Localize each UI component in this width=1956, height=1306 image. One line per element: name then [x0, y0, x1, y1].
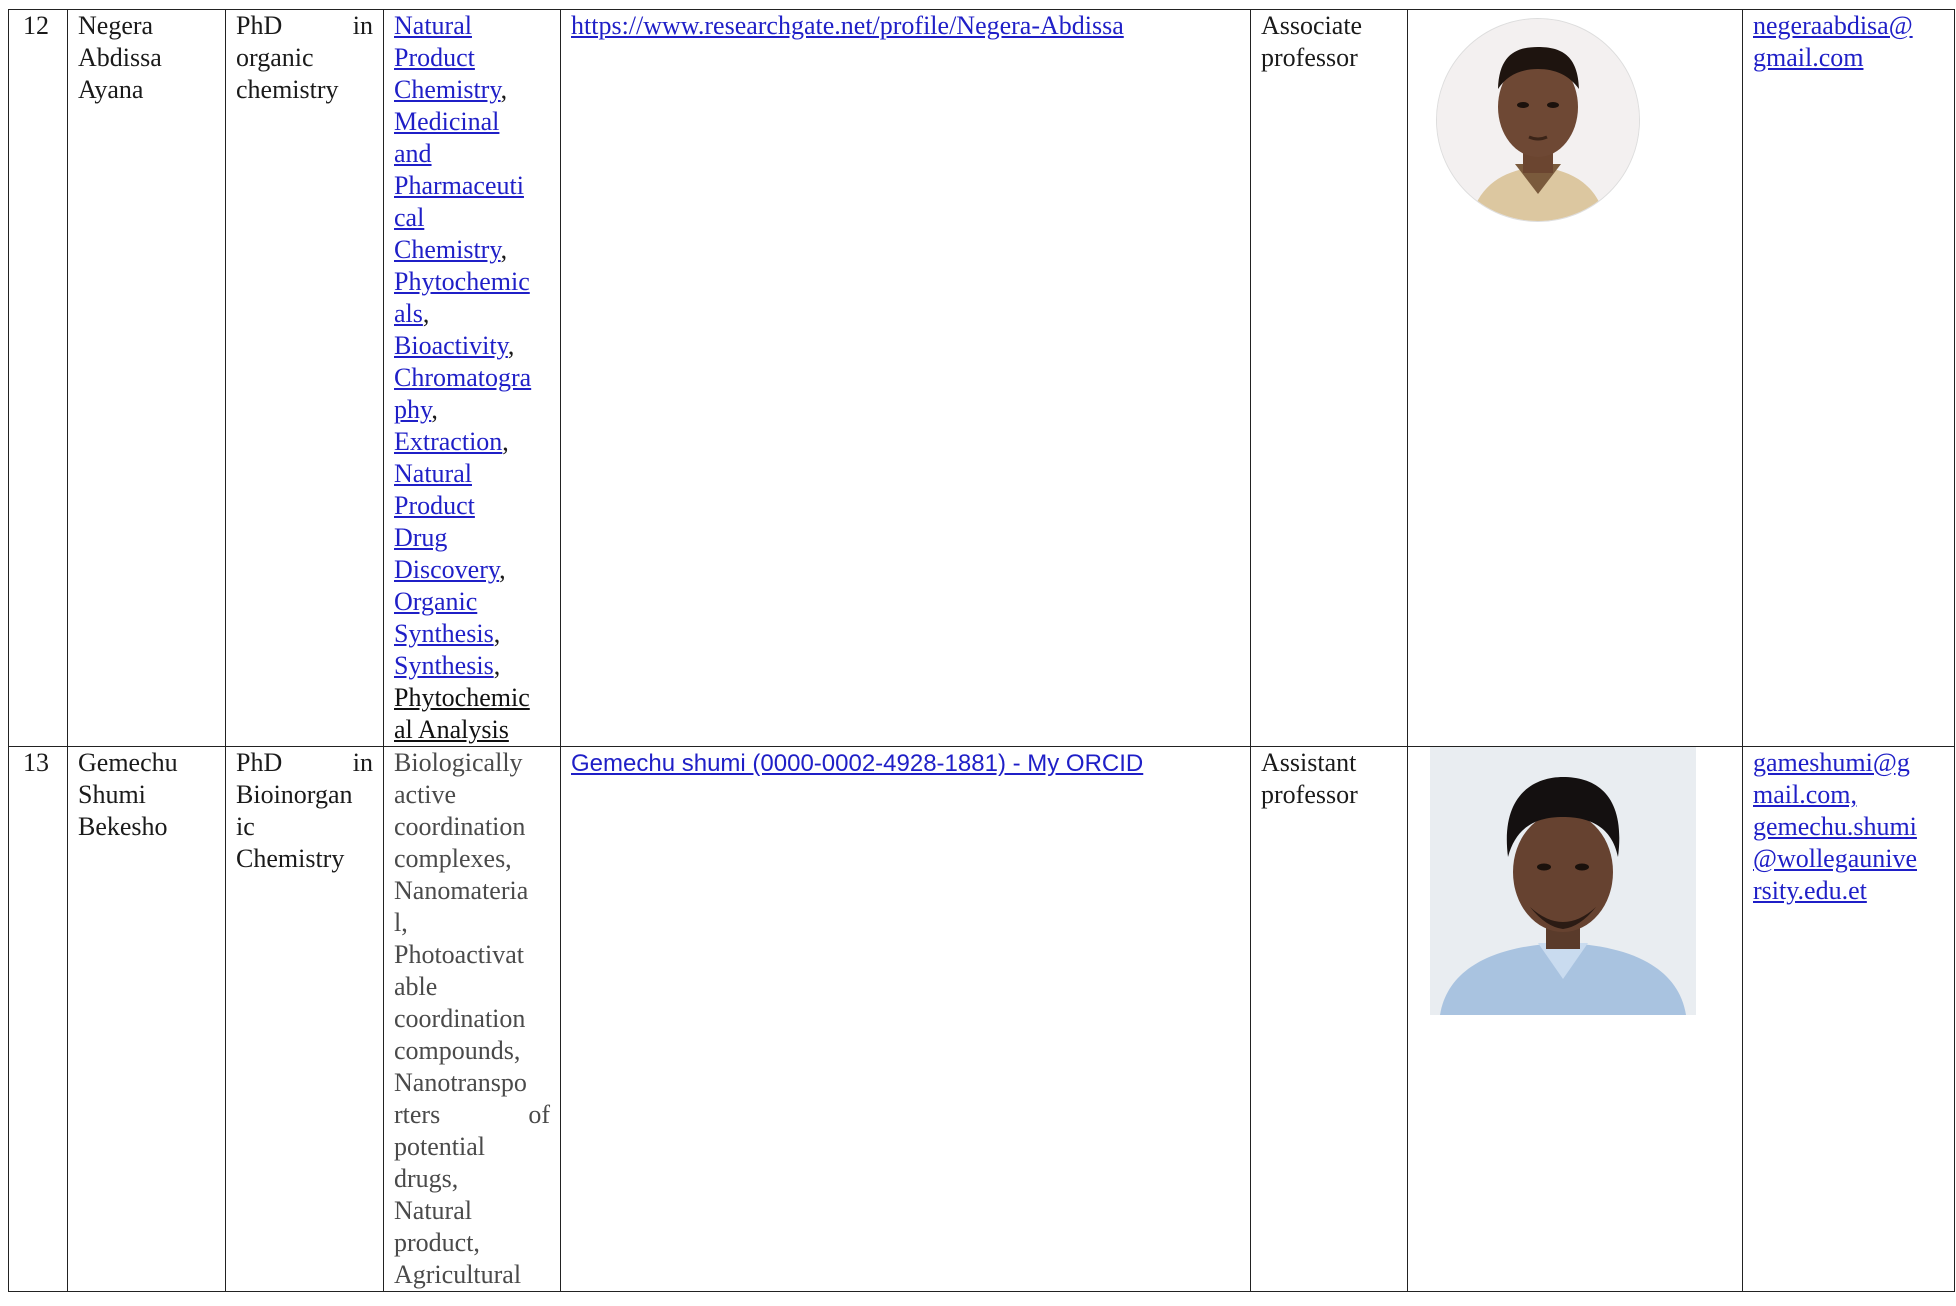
portrait-photo-icon	[1430, 747, 1696, 1015]
interest-text: Phytochemic	[394, 683, 530, 712]
interest-line: phy,	[394, 395, 438, 424]
interest-line: als,	[394, 299, 430, 328]
degree-line: chemistry	[236, 75, 339, 104]
interest-link[interactable]: Natural	[394, 459, 472, 488]
interest-line: Synthesis,	[394, 651, 501, 680]
interest-link[interactable]: Chemistry	[394, 235, 501, 264]
row-number	[9, 747, 68, 1292]
interest-link[interactable]: Extraction	[394, 427, 503, 456]
email-link[interactable]: gmail.com	[1753, 43, 1864, 72]
interest-link[interactable]: Medicinal	[394, 107, 500, 136]
interest-line: Discovery,	[394, 555, 506, 584]
table-row	[9, 10, 1955, 747]
degree-first-line	[236, 10, 373, 42]
email-cell	[1743, 10, 1955, 747]
degree-line: Bioinorgan	[236, 780, 353, 809]
degree-line: organic	[236, 43, 314, 72]
interest-link[interactable]: Drug	[394, 523, 448, 552]
orcid-profile-link[interactable]: Gemechu shumi (0000-0002-4928-1881) - My ORCID	[571, 750, 1144, 777]
interest-link[interactable]: Product	[394, 43, 475, 72]
email-link[interactable]: @wollegaunive	[1753, 844, 1918, 873]
interest-link[interactable]: Discovery	[394, 555, 500, 584]
degree-word: PhD	[236, 11, 283, 40]
email-link[interactable]: mail.com,	[1753, 780, 1857, 809]
profile-link-cell	[561, 10, 1251, 747]
degree-cell	[226, 10, 384, 747]
interest-word: rters	[394, 1100, 441, 1129]
interest-link[interactable]: Product	[394, 491, 475, 520]
name-line: Shumi	[78, 780, 146, 809]
interest-line: Nanomateria	[394, 876, 529, 905]
interest-line: Agricultural	[394, 1260, 522, 1289]
row-number-text: 12	[23, 11, 49, 40]
portrait-photo-icon	[1436, 18, 1640, 222]
degree-word: in	[352, 11, 373, 40]
degree-word: in	[352, 748, 373, 777]
name-line: Gemechu	[78, 748, 178, 777]
interest-link[interactable]: cal	[394, 203, 425, 232]
research-interests-cell	[384, 10, 561, 747]
interest-line: complexes,	[394, 844, 512, 873]
interest-line: product,	[394, 1228, 480, 1257]
researchgate-profile-link[interactable]: https://www.researchgate.net/profile/Negera-Abdissa	[571, 11, 1124, 40]
rank-line: Assistant	[1261, 748, 1357, 777]
interest-line: drugs,	[394, 1164, 459, 1193]
name-line: Ayana	[78, 75, 144, 104]
interest-link[interactable]: Organic	[394, 587, 478, 616]
name-line: Bekesho	[78, 812, 168, 841]
research-interests-cell	[384, 747, 561, 1292]
name-cell	[68, 10, 226, 747]
row-number	[9, 10, 68, 747]
interest-line: Biologically	[394, 748, 523, 777]
interest-word: of	[528, 1100, 550, 1129]
interest-line: compounds,	[394, 1036, 521, 1065]
interest-line: Photoactivat	[394, 940, 524, 969]
name-line: Abdissa	[78, 43, 162, 72]
interest-link[interactable]: Phytochemic	[394, 267, 530, 296]
interest-line: coordination	[394, 812, 526, 841]
photo-container	[1418, 747, 1732, 1291]
interest-line: Nanotranspo	[394, 1068, 527, 1097]
portrait-photo-icon	[1430, 747, 1696, 1015]
email-cell	[1743, 747, 1955, 1292]
interest-line: Chemistry,	[394, 235, 508, 264]
interest-link[interactable]: als	[394, 299, 423, 328]
interest-line: active	[394, 780, 457, 809]
interest-text: al Analysis	[394, 715, 509, 744]
interest-line: Synthesis,	[394, 619, 501, 648]
rank-line: Associate	[1261, 11, 1363, 40]
interest-line: coordination	[394, 1004, 526, 1033]
rank-cell	[1251, 10, 1408, 747]
portrait-photo-icon	[1437, 19, 1639, 221]
rank-line: professor	[1261, 43, 1358, 72]
interest-line: Chemistry,	[394, 75, 508, 104]
degree-line: ic	[236, 812, 255, 841]
interest-line: able	[394, 972, 438, 1001]
interest-justified-line	[394, 1099, 550, 1131]
email-link[interactable]: gemechu.shumi	[1753, 812, 1917, 841]
name-line: Negera	[78, 11, 154, 40]
degree-first-line	[236, 747, 373, 779]
interest-link[interactable]: Synthesis	[394, 651, 494, 680]
interest-link[interactable]: Natural	[394, 11, 472, 40]
photo-cell	[1408, 747, 1743, 1292]
interest-link[interactable]: Chemistry	[394, 75, 501, 104]
profile-link-cell	[561, 747, 1251, 1292]
interest-line: Bioactivity,	[394, 331, 515, 360]
photo-cell	[1408, 10, 1743, 747]
interest-link[interactable]: phy	[394, 395, 432, 424]
interest-link[interactable]: Synthesis	[394, 619, 494, 648]
interest-line: Natural	[394, 1196, 472, 1225]
interest-line: Extraction,	[394, 427, 509, 456]
interest-line: potential	[394, 1132, 485, 1161]
rank-cell	[1251, 747, 1408, 1292]
name-cell	[68, 747, 226, 1292]
email-link[interactable]: gameshumi@g	[1753, 748, 1910, 777]
interest-link[interactable]: Pharmaceuti	[394, 171, 524, 200]
row-number-text: 13	[23, 748, 49, 777]
interest-link[interactable]: and	[394, 139, 432, 168]
degree-cell	[226, 747, 384, 1292]
degree-word: PhD	[236, 748, 283, 777]
interest-link[interactable]: Chromatogra	[394, 363, 532, 392]
staff-table	[8, 9, 1955, 1292]
interest-line: l,	[394, 908, 408, 937]
email-link[interactable]: rsity.edu.et	[1753, 876, 1867, 905]
table-row	[9, 747, 1955, 1292]
rank-line: professor	[1261, 780, 1358, 809]
email-link[interactable]: negeraabdisa@	[1753, 11, 1913, 40]
interest-link[interactable]: Bioactivity	[394, 331, 508, 360]
degree-line: Chemistry	[236, 844, 345, 873]
photo-container	[1418, 10, 1732, 746]
